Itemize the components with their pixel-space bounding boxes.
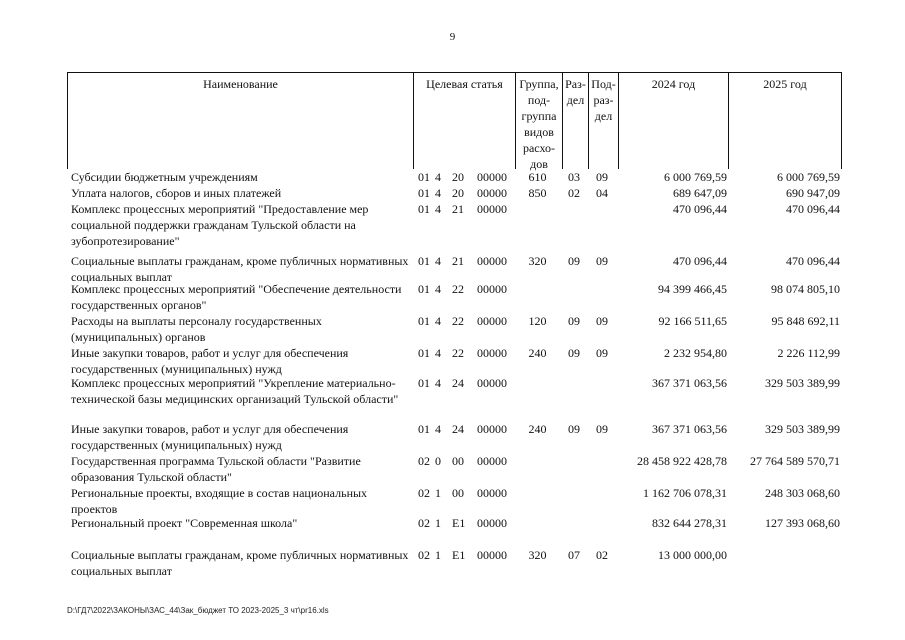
- target-subprogram: 4: [435, 202, 441, 216]
- target-subprogram: 1: [435, 486, 441, 500]
- target-subprogram: 4: [435, 186, 441, 200]
- amount-2024: 832 644 278,31: [652, 516, 727, 530]
- header-subsection-line: раз-: [593, 93, 614, 107]
- row-name: Расходы на выплаты персоналу государственных (муниципальных) органов: [71, 314, 322, 344]
- row-name: Региональный проект "Современная школа": [71, 516, 298, 530]
- target-subprogram: 4: [435, 346, 441, 360]
- amount-2025: 248 303 068,60: [765, 486, 840, 500]
- header-group-line: дов: [530, 157, 548, 171]
- target-direction: 00000: [477, 282, 507, 296]
- section: 03: [568, 170, 580, 184]
- expense-group: 610: [528, 170, 547, 184]
- subsection: 04: [596, 186, 608, 200]
- header-expense-group: [515, 73, 562, 169]
- header-group-line: Группа,: [519, 77, 559, 91]
- header-group-line: под-: [527, 93, 551, 107]
- row-name: Иные закупки товаров, работ и услуг для обеспечения государственных (муниципальных) нужд: [71, 422, 349, 452]
- expense-group: 240: [528, 422, 547, 436]
- amount-2024: 689 647,09: [673, 186, 727, 200]
- header-section-line: дел: [566, 93, 585, 107]
- target-direction: 00000: [477, 254, 507, 268]
- section: 09: [568, 346, 580, 360]
- amount-2024: 92 166 511,65: [658, 314, 727, 328]
- target-direction: 00000: [477, 186, 507, 200]
- target-direction: 00000: [477, 202, 507, 216]
- header-group-line: расхо-: [522, 141, 556, 155]
- header-subsection-line: Под-: [591, 77, 616, 91]
- expense-group: 240: [528, 346, 547, 360]
- target-program: 01: [418, 314, 430, 328]
- amount-2025: 470 096,44: [786, 254, 840, 268]
- subsection: 09: [596, 422, 608, 436]
- target-item: E1: [452, 548, 466, 562]
- row-name: Социальные выплаты гражданам, кроме публичных нормативных социальных выплат: [71, 254, 409, 284]
- target-item: 20: [452, 170, 464, 184]
- amount-2025: 127 393 068,60: [765, 516, 840, 530]
- section: 09: [568, 254, 580, 268]
- amount-2024: 6 000 769,59: [664, 170, 727, 184]
- target-direction: 00000: [477, 548, 507, 562]
- file-path-footer: D:\ГД7\2022\ЗАКОНЫ\ЗАС_44\Зак_бюджет ТО 2023-2025_3 чт\pr16.xls: [67, 606, 329, 615]
- target-program: 02: [418, 486, 430, 500]
- amount-2025: 2 226 112,99: [777, 346, 840, 360]
- target-program: 01: [418, 170, 430, 184]
- target-program: 02: [418, 548, 430, 562]
- amount-2024: 2 232 954,80: [664, 346, 727, 360]
- row-name: Иные закупки товаров, работ и услуг для обеспечения государственных (муниципальных) нужд: [71, 346, 349, 376]
- target-direction: 00000: [477, 170, 507, 184]
- target-item: 21: [452, 202, 464, 216]
- amount-2025: 98 074 805,10: [771, 282, 840, 296]
- header-name: Наименование: [203, 77, 278, 91]
- header-group-line: видов: [524, 125, 554, 139]
- target-subprogram: 4: [435, 282, 441, 296]
- expense-group: 320: [528, 548, 547, 562]
- target-direction: 00000: [477, 486, 507, 500]
- target-subprogram: 1: [435, 548, 441, 562]
- header-section: [562, 73, 588, 169]
- header-group-line: группа: [521, 109, 557, 123]
- row-name: Региональные проекты, входящие в состав национальных проектов: [71, 486, 368, 516]
- amount-2024: 28 458 922 428,78: [637, 454, 727, 468]
- header-target-article: Целевая статья: [413, 73, 515, 169]
- amount-2024: 367 371 063,56: [652, 376, 727, 390]
- target-program: 01: [418, 346, 430, 360]
- target-subprogram: 4: [435, 422, 441, 436]
- target-direction: 00000: [477, 454, 507, 468]
- amount-2025: 690 947,09: [786, 186, 840, 200]
- amount-2024: 94 399 466,45: [658, 282, 727, 296]
- subsection: 02: [596, 548, 608, 562]
- target-item: 22: [452, 314, 464, 328]
- header-subsection: [588, 73, 618, 169]
- row-name: Социальные выплаты гражданам, кроме публичных нормативных социальных выплат: [71, 548, 409, 578]
- target-subprogram: 4: [435, 376, 441, 390]
- target-item: 24: [452, 376, 464, 390]
- target-program: 01: [418, 186, 430, 200]
- amount-2024: 13 000 000,00: [658, 548, 727, 562]
- amount-2024: 470 096,44: [673, 254, 727, 268]
- target-item: 21: [452, 254, 464, 268]
- target-subprogram: 1: [435, 516, 441, 530]
- expense-group: 120: [528, 314, 547, 328]
- row-name: Комплекс процессных мероприятий "Обеспечение деятельности государственных органов": [71, 282, 402, 312]
- section: 09: [568, 314, 580, 328]
- row-name: Комплекс процессных мероприятий "Укрепление материально-технической базы медицинских организаций Тульской области": [71, 376, 399, 406]
- target-program: 02: [418, 516, 430, 530]
- amount-2025: 329 503 389,99: [765, 422, 840, 436]
- target-program: 01: [418, 254, 430, 268]
- target-direction: 00000: [477, 314, 507, 328]
- header-subsection-line: дел: [594, 109, 613, 123]
- row-name: Комплекс процессных мероприятий "Предоставление мер социальной поддержки гражданам Тульской области на зубопротезирование": [71, 202, 369, 248]
- amount-2025: 329 503 389,99: [765, 376, 840, 390]
- amount-2024: 367 371 063,56: [652, 422, 727, 436]
- target-item: 22: [452, 346, 464, 360]
- target-program: 01: [418, 282, 430, 296]
- target-item: 20: [452, 186, 464, 200]
- section: 09: [568, 422, 580, 436]
- header-year-2024: 2024 год: [618, 73, 728, 169]
- subsection: 09: [596, 314, 608, 328]
- target-program: 01: [418, 202, 430, 216]
- subsection: 09: [596, 170, 608, 184]
- target-direction: 00000: [477, 346, 507, 360]
- target-item: 22: [452, 282, 464, 296]
- target-item: 00: [452, 486, 464, 500]
- expense-group: 320: [528, 254, 547, 268]
- table-header: [67, 72, 842, 169]
- target-program: 01: [418, 422, 430, 436]
- section: 02: [568, 186, 580, 200]
- amount-2025: 470 096,44: [786, 202, 840, 216]
- amount-2025: 27 764 589 570,71: [750, 454, 840, 468]
- amount-2025: 6 000 769,59: [777, 170, 840, 184]
- target-subprogram: 4: [435, 314, 441, 328]
- amount-2025: 95 848 692,11: [771, 314, 840, 328]
- target-direction: 00000: [477, 376, 507, 390]
- target-program: 02: [418, 454, 430, 468]
- budget-table: [67, 72, 842, 578]
- page-number: 9: [449, 31, 456, 43]
- target-direction: 00000: [477, 422, 507, 436]
- row-name: Субсидии бюджетным учреждениям: [71, 170, 258, 184]
- target-subprogram: 4: [435, 170, 441, 184]
- subsection: 09: [596, 254, 608, 268]
- subsection: 09: [596, 346, 608, 360]
- amount-2024: 470 096,44: [673, 202, 727, 216]
- header-year-2025: 2025 год: [728, 73, 841, 169]
- target-item: 00: [452, 454, 464, 468]
- target-subprogram: 0: [435, 454, 441, 468]
- row-name: Государственная программа Тульской области "Развитие образования Тульской области": [71, 454, 361, 484]
- header-section-line: Раз-: [565, 77, 586, 91]
- target-subprogram: 4: [435, 254, 441, 268]
- target-item: 24: [452, 422, 464, 436]
- section: 07: [568, 548, 580, 562]
- target-item: E1: [452, 516, 466, 530]
- target-direction: 00000: [477, 516, 507, 530]
- expense-group: 850: [528, 186, 547, 200]
- amount-2024: 1 162 706 078,31: [643, 486, 727, 500]
- row-name: Уплата налогов, сборов и иных платежей: [71, 186, 282, 200]
- target-program: 01: [418, 376, 430, 390]
